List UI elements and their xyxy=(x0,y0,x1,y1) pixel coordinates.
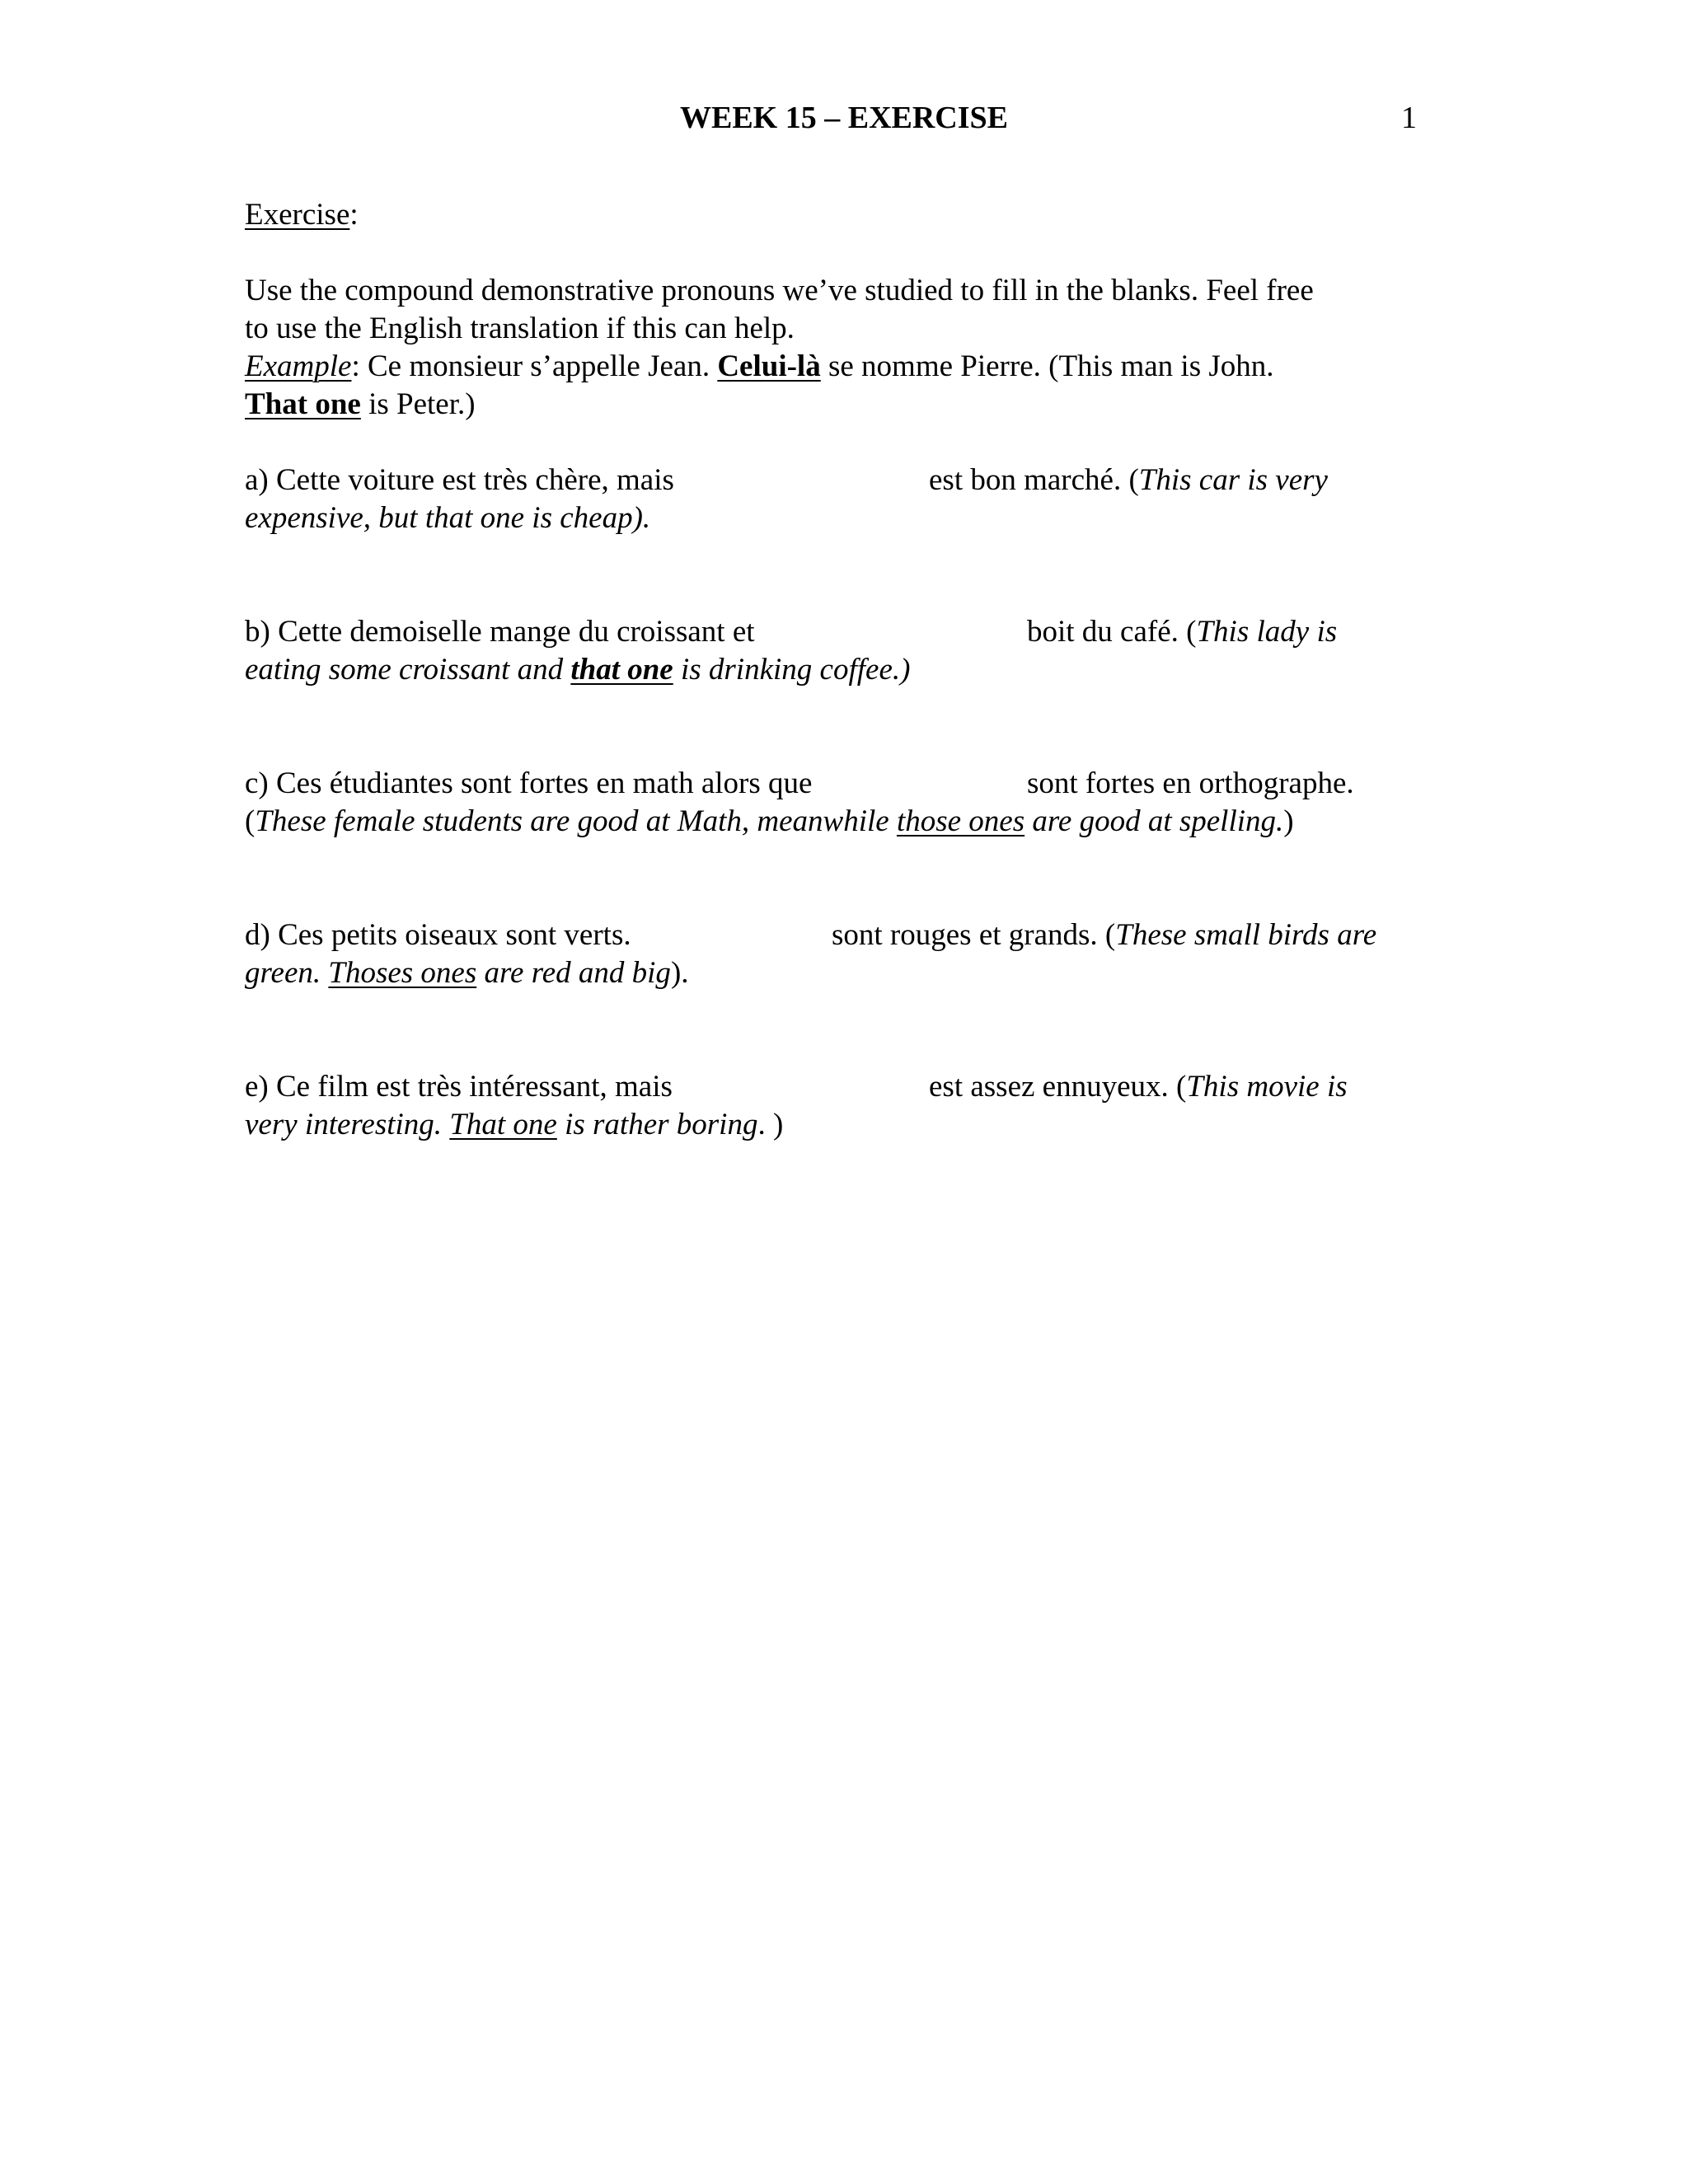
example-text-before: Ce monsieur s’appelle Jean. xyxy=(359,349,718,383)
exercise-heading-label: Exercise xyxy=(245,198,350,232)
exercise-a-line-2 xyxy=(245,499,1432,537)
exercise-c-translation-after: are good at spelling. xyxy=(1025,804,1284,838)
exercise-d-translation-after: are red and big xyxy=(476,956,671,990)
exercise-d-part1: d) Ces petits oiseaux sont verts. xyxy=(245,918,631,952)
example-line-1 xyxy=(245,348,1432,386)
page-title: WEEK 15 – EXERCISE xyxy=(679,101,1009,135)
example-translation-answer: That one xyxy=(245,387,361,421)
exercise-c-translation-answer: those ones xyxy=(896,804,1025,838)
page-number: 1 xyxy=(1401,101,1417,135)
exercise-c-translation-before: These female students are good at Math, meanwhile xyxy=(255,804,897,838)
exercise-a-translation: expensive, but that one is cheap). xyxy=(245,501,651,535)
document-body xyxy=(245,196,1432,1144)
exercise-d-line-2: green. Thoses ones are red and big). xyxy=(245,956,689,990)
exercise-a-part2: est bon marché. (This car is very xyxy=(929,463,1328,497)
exercise-e-part1: e) Ce film est très intéressant, mais xyxy=(245,1070,673,1104)
exercise-c-part2: sont fortes en orthographe. xyxy=(1027,766,1354,800)
exercise-b-translation-after: is drinking coffee.) xyxy=(673,653,911,687)
example-translation-after: is Peter.) xyxy=(360,387,476,421)
exercise-b-part1: b) Cette demoiselle mange du croissant et xyxy=(245,615,755,649)
exercise-d-translation-answer: Thoses ones xyxy=(328,956,477,990)
example-text-after: se nomme Pierre. (This man is John. xyxy=(820,349,1274,383)
exercise-b-line-2 xyxy=(245,651,1432,689)
exercise-e-part2: est assez ennuyeux. (This movie is xyxy=(929,1070,1348,1104)
example-colon: : xyxy=(351,349,360,383)
exercise-d-translation-before: green. xyxy=(245,956,329,990)
example-label: Example xyxy=(245,349,352,383)
exercise-a-line-1 xyxy=(245,462,1432,499)
instructions-line-1: Use the compound demonstrative pronouns we’ve studied to fill in the blanks. Feel free xyxy=(245,274,1314,307)
exercise-e-translation-answer: That one xyxy=(449,1108,557,1141)
exercise-d-part2: sont rouges et grands. (These small birds are xyxy=(832,918,1377,952)
exercise-a-part1: a) Cette voiture est très chère, mais xyxy=(245,463,674,497)
exercise-heading xyxy=(245,196,1432,234)
exercise-d-line-1 xyxy=(245,916,1432,954)
exercise-e-translation-before: very interesting. xyxy=(245,1108,450,1141)
example-line-2 xyxy=(245,386,1432,424)
exercise-c-line-2: (These female students are good at Math, meanwhile those ones are good at spelling.) xyxy=(245,804,1294,838)
exercise-heading-colon: : xyxy=(349,198,359,232)
example-answer: Celui-là xyxy=(717,349,821,383)
exercise-e-translation-after: is rather boring xyxy=(556,1108,758,1141)
exercise-b-translation-before: eating some croissant and xyxy=(245,653,571,687)
exercise-c-line-1 xyxy=(245,765,1432,803)
exercise-b-translation-answer: that one xyxy=(570,653,673,687)
exercise-b-part2: boit du café. (This lady is xyxy=(1027,615,1338,649)
exercise-c-part1: c) Ces étudiantes sont fortes en math alors que xyxy=(245,766,813,800)
instructions-line-2: to use the English translation if this can help. xyxy=(245,312,795,345)
exercise-e-line-1 xyxy=(245,1068,1432,1106)
exercise-b-line-1 xyxy=(245,613,1432,651)
exercise-e-line-2: very interesting. That one is rather boring. ) xyxy=(245,1108,784,1141)
